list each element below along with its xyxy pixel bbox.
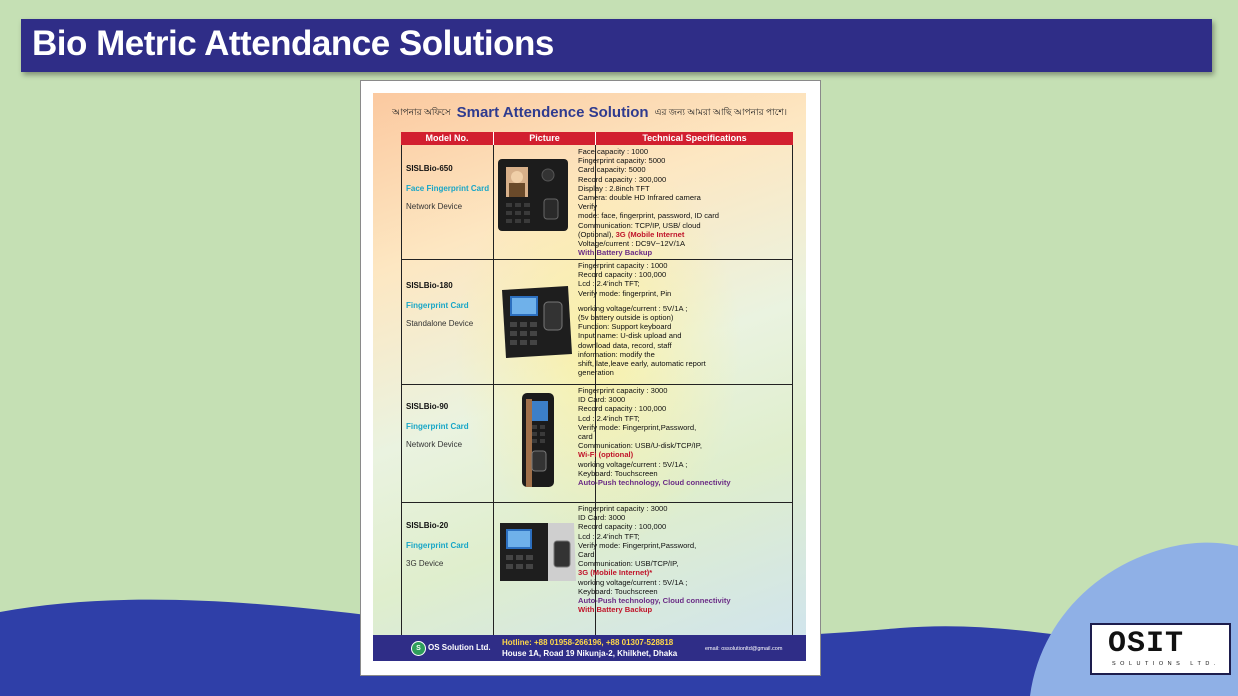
table-row — [402, 260, 792, 384]
spec-line: Verify mode: Fingerprint,Password, — [578, 540, 697, 550]
spec-footer: With Battery Backup — [578, 605, 653, 615]
spec-line: Communication: USB/TCP/IP, — [578, 559, 679, 569]
table-row — [402, 145, 792, 259]
address: House 1A, Road 19 Nikunja-2, Khilkhet, Dhaka — [502, 649, 678, 658]
model-type: Face Fingerprint Card — [406, 183, 490, 193]
column-picture: Picture — [529, 133, 560, 143]
logo-brand: OSIT — [1108, 627, 1185, 661]
product-flyer — [360, 80, 821, 676]
model-device: 3G Device — [406, 559, 444, 568]
flyer-heading — [373, 93, 806, 131]
spec-line: card — [578, 432, 593, 442]
spec-line: Function: Support keyboard — [578, 322, 672, 332]
table-row — [402, 385, 792, 502]
spec-line: information: modify the — [578, 349, 655, 359]
model-cell — [406, 521, 492, 569]
spec-cell — [578, 147, 790, 257]
spec-line: shift, late,leave early, automatic report — [578, 359, 706, 369]
model-cell — [406, 164, 492, 212]
spec-line: Display : 2.8inch TFT — [578, 183, 650, 193]
heading-suffix: এর জন্য আমরা আছি আপনার পাশে। — [654, 106, 787, 117]
spec-footer: With Battery Backup — [578, 248, 653, 258]
spec-line: working voltage/current : 5V/1A ; — [578, 577, 688, 587]
osit-logo — [1090, 623, 1231, 675]
spec-cell — [578, 386, 790, 487]
spec-line: Communication: USB/U-disk/TCP/IP, — [578, 441, 702, 451]
model-name: SISLBio-650 — [406, 164, 453, 173]
spec-line: download data, record, staff — [578, 340, 672, 350]
spec-highlight: 3G (Mobile Internet)* — [578, 568, 653, 578]
spec-footer: Auto-Push technology, Cloud connectivity — [578, 478, 731, 488]
spec-line: Record capacity : 300,000 — [578, 174, 667, 184]
column-model: Model No. — [425, 133, 469, 143]
spec-line: Fingerprint capacity : 1000 — [578, 261, 668, 270]
model-type: Fingerprint Card — [406, 300, 469, 310]
flyer-footer — [373, 635, 806, 661]
spec-line: Record capacity : 100,000 — [578, 404, 667, 414]
spec-line: generation — [578, 368, 614, 378]
slide-title: Bio Metric Attendance Solutions — [32, 24, 554, 63]
model-device: Standalone Device — [406, 319, 474, 328]
desktop-fingerprint-terminal-icon — [496, 519, 578, 590]
spec-line: ID Card: 3000 — [578, 395, 626, 405]
product-table — [401, 145, 793, 637]
heading-main: Smart Attendence Solution — [456, 103, 649, 121]
spec-cell — [578, 504, 790, 614]
spec-footer: Auto-Push technology, Cloud connectivity — [578, 596, 731, 606]
spec-line: Face capacity : 1000 — [578, 147, 649, 156]
spec-line: Fingerprint capacity : 3000 — [578, 504, 668, 513]
spec-line: working voltage/current : 5V/1A ; — [578, 303, 688, 313]
spec-line: Fingerprint capacity: 5000 — [578, 156, 666, 166]
model-cell — [406, 281, 492, 329]
spec-line: Keyboard: Touchscreen — [578, 468, 658, 478]
spec-line: working voltage/current : 5V/1A ; — [578, 459, 688, 469]
flyer-content — [373, 93, 806, 661]
spec-line: (5v battery outside is option) — [578, 313, 674, 323]
spec-line: (Optional), — [578, 229, 614, 239]
spec-line: ID Card: 3000 — [578, 513, 626, 523]
spec-line: Keyboard: Touchscreen — [578, 586, 658, 596]
slim-fingerprint-terminal-icon — [520, 393, 556, 492]
model-type: Fingerprint Card — [406, 540, 469, 550]
table-header — [401, 132, 793, 145]
face-fingerprint-terminal-icon — [496, 159, 570, 236]
company-name: OS Solution Ltd. — [428, 643, 491, 652]
spec-line: Input name: U-disk upload and — [578, 331, 682, 341]
spec-cell — [578, 261, 790, 377]
model-name: SISLBio-180 — [406, 281, 453, 290]
company-logo-icon: S — [411, 641, 426, 656]
heading-prefix: আপনার অফিসে — [392, 106, 451, 117]
spec-line: Camera: double HD Infrared camera — [578, 193, 701, 203]
spec-highlight: Wi-Fi (optional) — [578, 450, 634, 460]
fingerprint-keypad-terminal-icon — [496, 284, 574, 365]
model-name: SISLBio-20 — [406, 521, 449, 530]
spec-line: Lcd : 2.4'inch TFT; — [578, 531, 640, 541]
table-row — [402, 503, 792, 636]
email: email: ossolutionltd@gmail.com — [705, 646, 783, 652]
spec-line: Card capacity: 5000 — [578, 165, 646, 175]
model-device: Network Device — [406, 202, 463, 211]
slide-title-bar — [21, 19, 1212, 72]
spec-line: Card — [578, 550, 595, 560]
spec-line: Communication: TCP/IP, USB/ cloud — [578, 220, 701, 230]
spec-line: mode: face, fingerprint, password, ID card — [578, 211, 719, 221]
model-cell — [406, 402, 492, 450]
spec-line: Lcd : 2.4'inch TFT; — [578, 413, 640, 423]
model-name: SISLBio-90 — [406, 402, 449, 411]
column-specs: Technical Specifications — [642, 133, 747, 143]
spec-line: Lcd : 2.4'inch TFT; — [578, 279, 640, 289]
spec-highlight: 3G (Mobile Internet — [615, 229, 685, 239]
logo-subtitle: SOLUTIONS LTD. — [1112, 661, 1220, 667]
spec-line: Record capacity : 100,000 — [578, 522, 667, 532]
model-type: Fingerprint Card — [406, 421, 469, 431]
spec-line: Voltage/current : DC9V~12V/1A — [578, 239, 686, 249]
spec-line: Verify mode: Fingerprint,Password, — [578, 422, 697, 432]
model-device: Network Device — [406, 440, 463, 449]
spec-line: Verify mode: fingerprint, Pin — [578, 288, 672, 298]
hotline: Hotline: +88 01958-266196, +88 01307-528818 — [502, 638, 674, 647]
spec-line: Record capacity : 100,000 — [578, 270, 667, 280]
spec-line: Verify — [578, 202, 597, 212]
spec-line: Fingerprint capacity : 3000 — [578, 386, 668, 395]
